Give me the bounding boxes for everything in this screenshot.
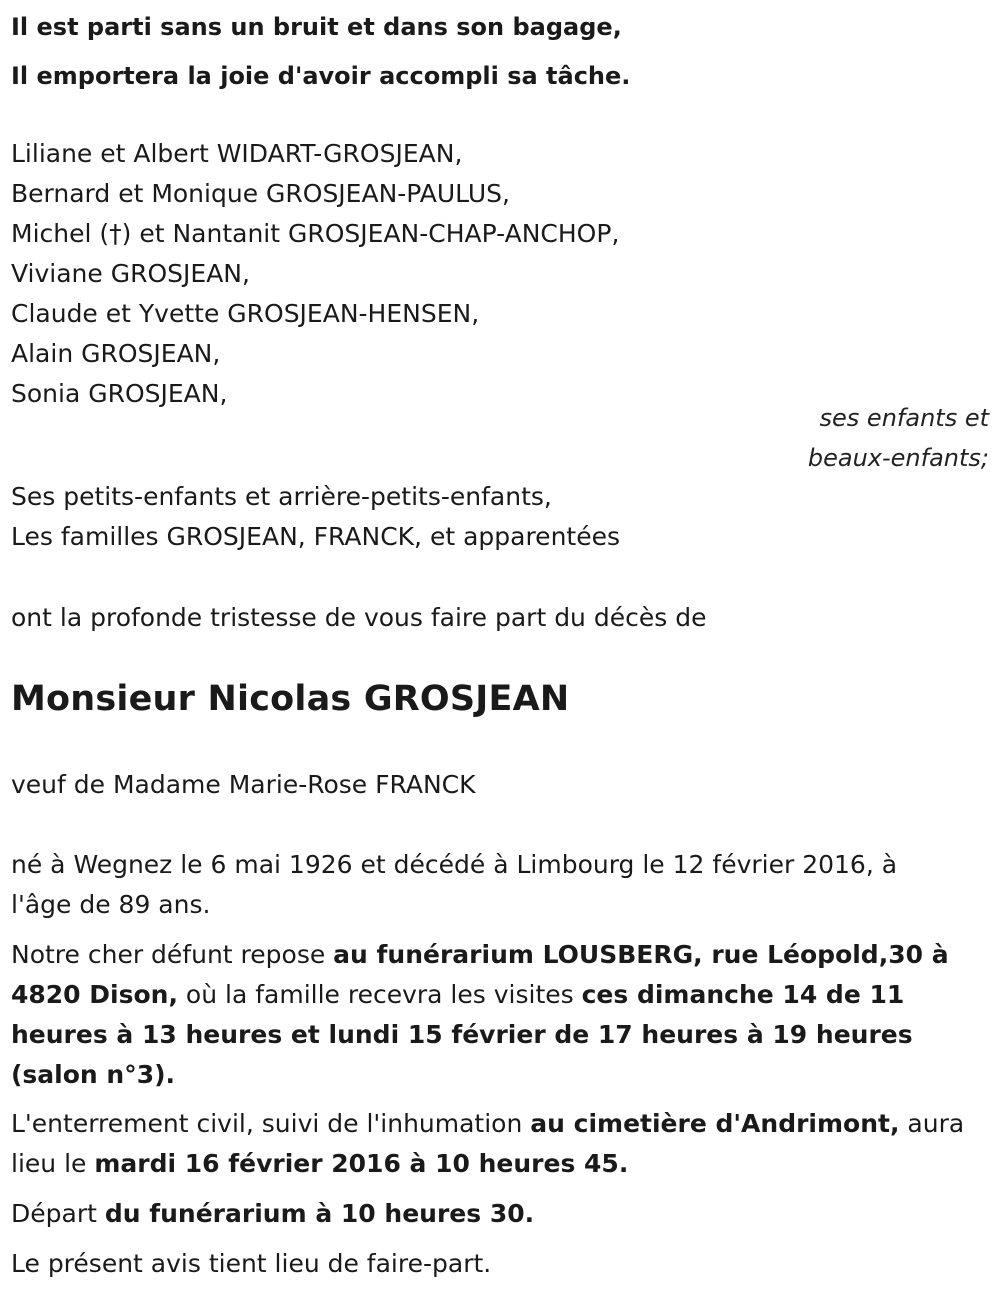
relation-line-2: beaux-enfants; xyxy=(807,444,989,472)
family-member: Viviane GROSJEAN, xyxy=(11,259,250,288)
relation-label xyxy=(808,398,989,478)
burial-paragraph xyxy=(11,1104,971,1184)
rest-text-2: où la famille recevra les visites xyxy=(177,980,582,1009)
poem-line-2: Il emportera la joie d'avoir accompli sa tâche. xyxy=(11,62,631,90)
family-member: Alain GROSJEAN, xyxy=(11,339,221,368)
extended-family xyxy=(11,477,620,557)
family-member: Sonia GROSJEAN, xyxy=(11,379,228,408)
burial-text-1: L'enterrement civil, suivi de l'inhumation xyxy=(11,1109,531,1138)
cemetery-name: au cimetière d'Andrimont, xyxy=(530,1109,900,1138)
visiting-hours: ces dimanche 14 de 11 heures à 13 heures et lundi 15 février de 17 heures à 19 heures (salon n°3). xyxy=(11,980,913,1089)
rest-paragraph xyxy=(11,935,971,1095)
poem-line-1: Il est parti sans un bruit et dans son bagage, xyxy=(11,13,622,41)
relation-line-1: ses enfants et xyxy=(819,404,989,432)
families-line: Les familles GROSJEAN, FRANCK, et apparentées xyxy=(11,522,620,551)
departure-paragraph xyxy=(11,1194,971,1234)
notice-text: Le présent avis tient lieu de faire-part. xyxy=(11,1249,492,1278)
deceased-name: Monsieur Nicolas GROSJEAN xyxy=(11,679,570,719)
rest-text-1: Notre cher défunt repose xyxy=(11,940,334,969)
burial-datetime: mardi 16 février 2016 à 10 heures 45. xyxy=(94,1149,629,1178)
family-member: Claude et Yvette GROSJEAN-HENSEN, xyxy=(11,299,480,328)
family-member: Bernard et Monique GROSJEAN-PAULUS, xyxy=(11,179,510,208)
departure-text: Départ xyxy=(11,1199,105,1228)
announcement-text: ont la profonde tristesse de vous faire part du décès de xyxy=(11,603,707,632)
grandchildren-line: Ses petits-enfants et arrière-petits-enfants, xyxy=(11,482,552,511)
burial-text-2: aura lieu le xyxy=(11,1109,965,1178)
family-list xyxy=(11,134,619,414)
widow-of-text: veuf de Madame Marie-Rose FRANCK xyxy=(11,770,476,799)
funeral-home-address: au funérarium LOUSBERG, rue Léopold,30 à 4820 Dison, xyxy=(11,940,949,1009)
family-member: Liliane et Albert WIDART-GROSJEAN, xyxy=(11,139,463,168)
departure-time: du funérarium à 10 heures 30. xyxy=(104,1199,535,1228)
family-member: Michel (†) et Nantanit GROSJEAN-CHAP-ANCHOP, xyxy=(11,219,620,248)
birth-death-text: né à Wegnez le 6 mai 1926 et décédé à Limbourg le 12 février 2016, à l'âge de 89 ans. xyxy=(11,850,898,919)
